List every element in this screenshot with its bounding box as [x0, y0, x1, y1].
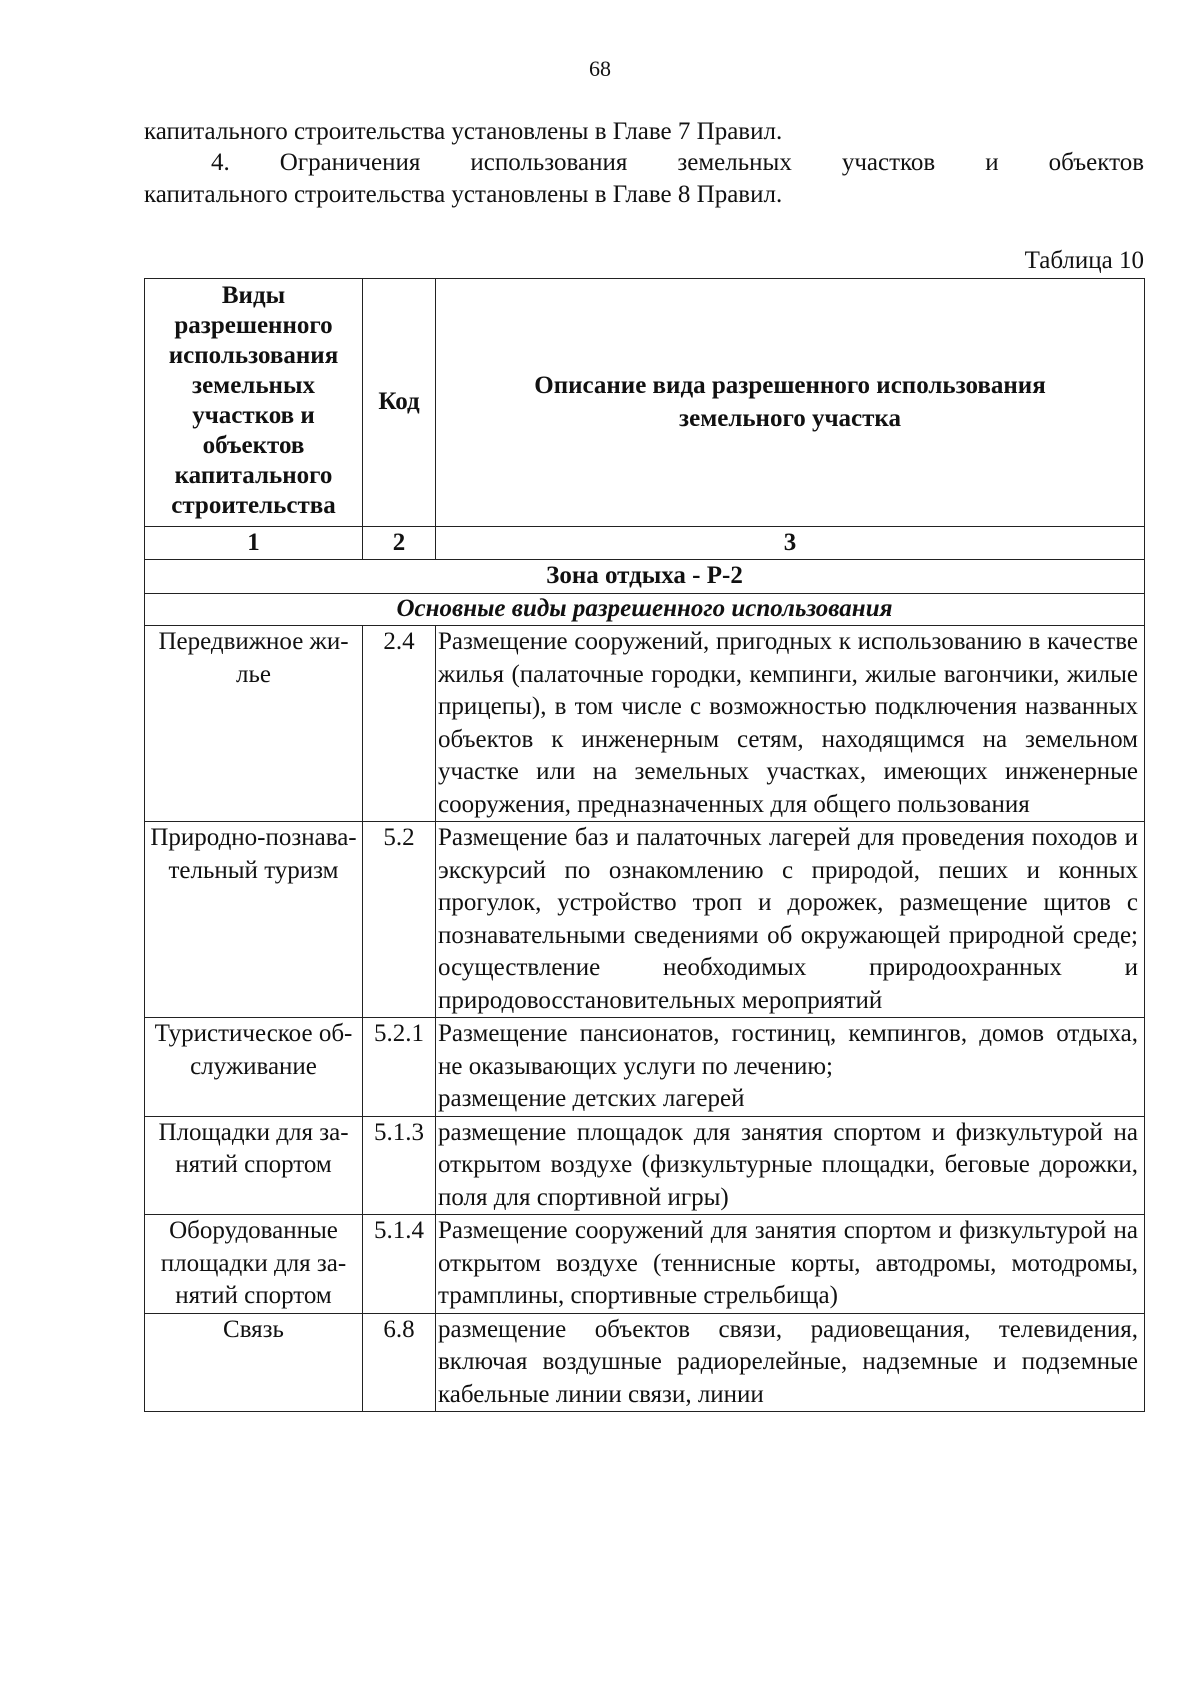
- row-kind: Площадки для за-нятий спортом: [145, 1116, 363, 1215]
- row-code: 5.1.3: [363, 1116, 436, 1215]
- row-description: [436, 1018, 1145, 1117]
- zone-title: Зона отдыха - Р-2: [145, 560, 1145, 594]
- row-code: 5.1.4: [363, 1215, 436, 1314]
- column-number-row: [145, 527, 1145, 560]
- row-kind: Связь: [145, 1313, 363, 1412]
- row-code: 5.2.1: [363, 1018, 436, 1117]
- row-code: 5.2: [363, 822, 436, 1018]
- header-kind: Виды разрешенного использования земельных участков и объектов капитального строительства: [145, 279, 363, 527]
- header-description: Описание вида разрешенного использования земельного участка: [436, 279, 1145, 527]
- column-number-2: 2: [363, 527, 436, 560]
- row-kind: Оборудованные площадки для за-нятий спортом: [145, 1215, 363, 1314]
- row-description-line: Размещение пансионатов, гостиниц, кемпингов, домов отдыха, не оказывающих услуги по лечению;: [438, 1020, 1138, 1080]
- paragraph-chapter-8: капитального строительства установлены в Главе 8 Правил.: [144, 181, 783, 208]
- table-row: [145, 1018, 1145, 1117]
- table-row: [145, 822, 1145, 1018]
- table-row: [145, 1215, 1145, 1314]
- page-number: 68: [589, 56, 611, 81]
- row-kind: Природно-познава-тельный туризм: [145, 822, 363, 1018]
- row-description: Размещение баз и палаточных лагерей для проведения походов и экскурсий по ознакомлению с природой, пеших и конных прогулок, устройство троп и дорожек, размещение щитов с познавательными сведениями об окружающей природной среде; осуществление необходимых природоохранных и природовосстановительных мероприятий: [436, 822, 1145, 1018]
- row-kind: Передвижное жи-лье: [145, 626, 363, 822]
- row-description: размещение площадок для занятия спортом и физкультурой на открытом воздухе (физкультурные площадки, беговые дорожки, поля для спортивной игры): [436, 1116, 1145, 1215]
- paragraph-chapter-7: капитального строительства установлены в Главе 7 Правил.: [144, 118, 783, 145]
- table-row: [145, 1313, 1145, 1412]
- section-title: Основные виды разрешенного использования: [145, 594, 1145, 626]
- table-row: [145, 1116, 1145, 1215]
- column-number-3: 3: [436, 527, 1145, 560]
- column-number-1: 1: [145, 527, 363, 560]
- land-use-table: [144, 278, 1145, 1412]
- table-header-row: [145, 279, 1145, 527]
- row-description: размещение объектов связи, радиовещания, телевидения, включая воздушные радиорелейные, надземные и подземные кабельные линии связи, линии: [436, 1313, 1145, 1412]
- zone-title-row: [145, 560, 1145, 594]
- table-caption: Таблица 10: [1024, 247, 1144, 274]
- header-code: Код: [363, 279, 436, 527]
- row-kind: Туристическое об-служивание: [145, 1018, 363, 1117]
- row-code: 2.4: [363, 626, 436, 822]
- row-code: 6.8: [363, 1313, 436, 1412]
- row-description: Размещение сооружений для занятия спортом и физкультурой на открытом воздухе (теннисные корты, автодромы, мотодромы, трамплины, спортивные стрельбища): [436, 1215, 1145, 1314]
- table-row: [145, 626, 1145, 822]
- paragraph-item-4: 4. Ограничения использования земельных участков и объектов: [211, 149, 1144, 176]
- row-description-line: размещение детских лагерей: [438, 1085, 745, 1112]
- row-description: Размещение сооружений, пригодных к использованию в качестве жилья (палаточные городки, кемпинги, жилые вагончики, жилые прицепы), в том числе с возможностью подключения названных объектов к инженерным сетям, находящимся на земельном участке или на земельных участках, имеющих инженерные сооружения, предназначенных для общего пользования: [436, 626, 1145, 822]
- section-title-row: [145, 594, 1145, 626]
